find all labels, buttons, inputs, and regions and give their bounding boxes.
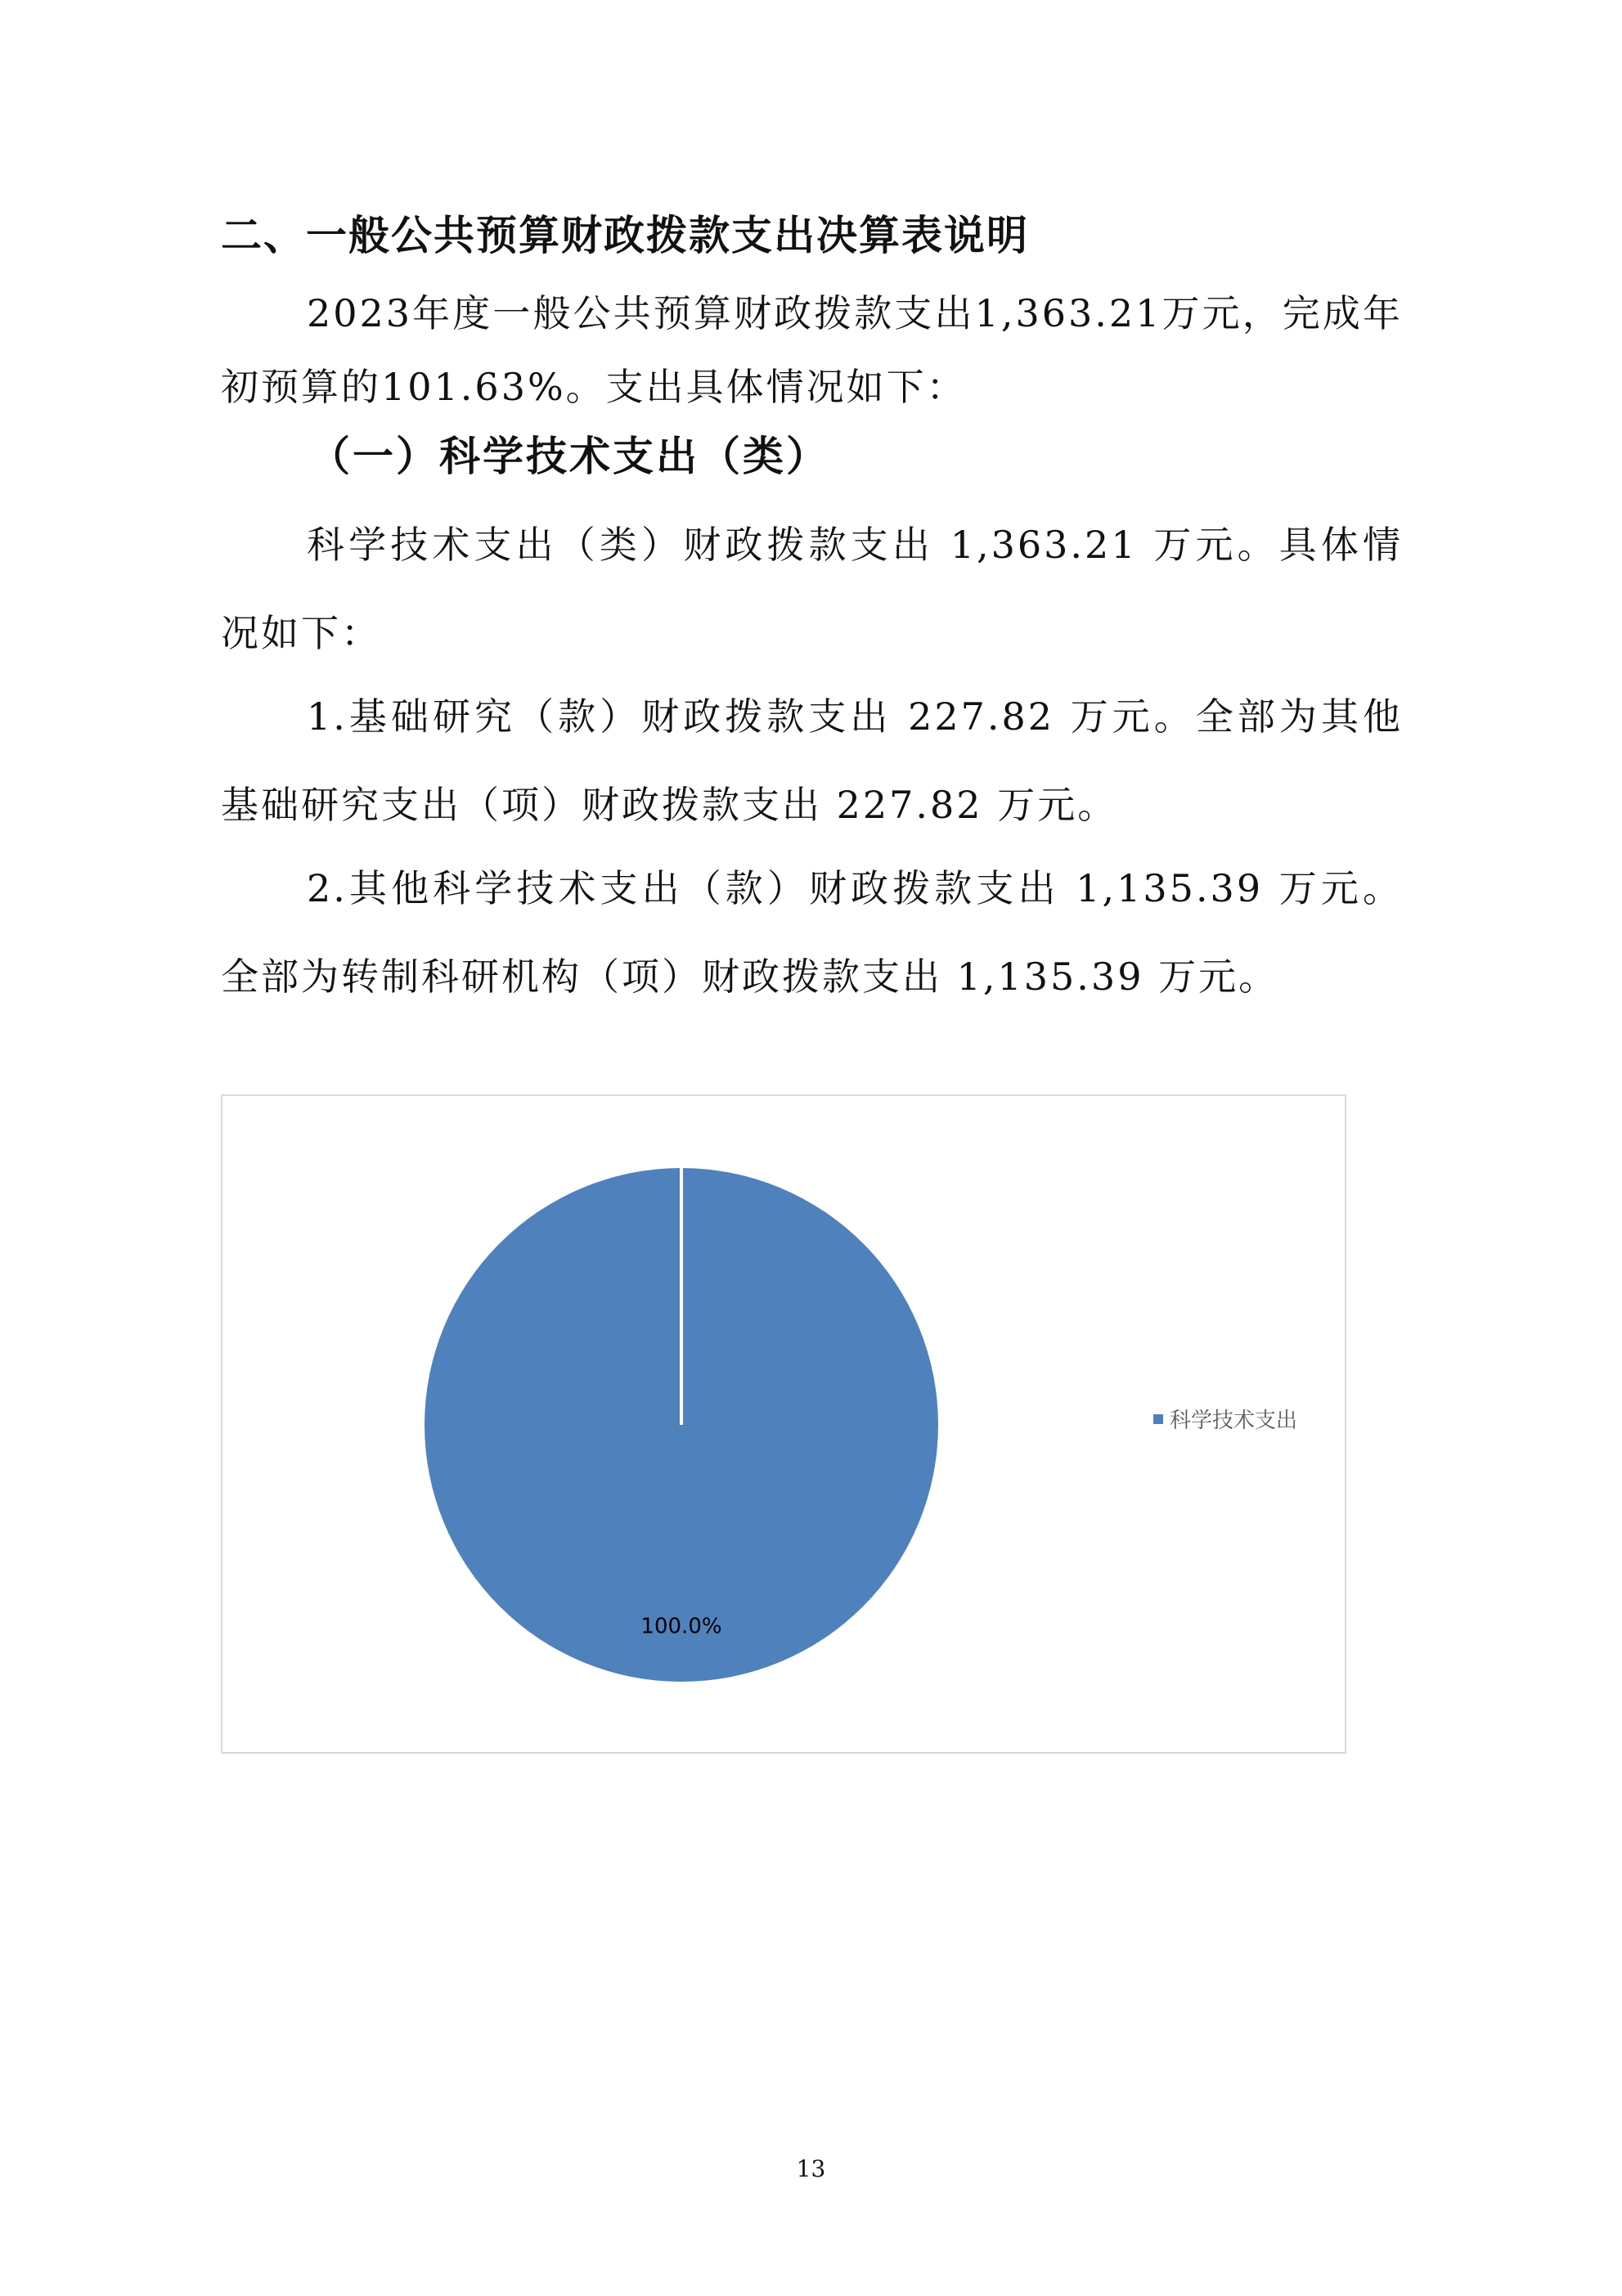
pie-chart [221, 1094, 1346, 1754]
intro-paragraph: 2023年度一般公共预算财政拨款支出1,363.21万元，完成年初预算的101.63%。支出具体情况如下： [221, 291, 1403, 409]
pie-data-label: 100.0% [640, 1614, 722, 1639]
legend-swatch [1153, 1414, 1163, 1424]
item-basic-research-paragraph: 1.基础研究（款）财政拨款支出 227.82 万元。全部为其他基础研究支出（项）财政拨款支出 227.82 万元。 [221, 694, 1403, 827]
category-summary-paragraph: 科学技术支出（类）财政拨款支出 1,363.21 万元。具体情况如下： [221, 523, 1403, 655]
section-heading: 二、一般公共预算财政拨款支出决算表说明 [221, 212, 1029, 259]
item-other-science-paragraph: 2.其他科学技术支出（款）财政拨款支出 1,135.39 万元。全部为转制科研机构（项）财政拨款支出 1,135.39 万元。 [221, 866, 1403, 999]
subsection-heading: （一）科学技术支出（类） [309, 433, 829, 480]
page-number: 13 [796, 2155, 826, 2182]
chart-legend [1153, 1404, 1297, 1434]
legend-label: 科学技术支出 [1170, 1409, 1298, 1433]
